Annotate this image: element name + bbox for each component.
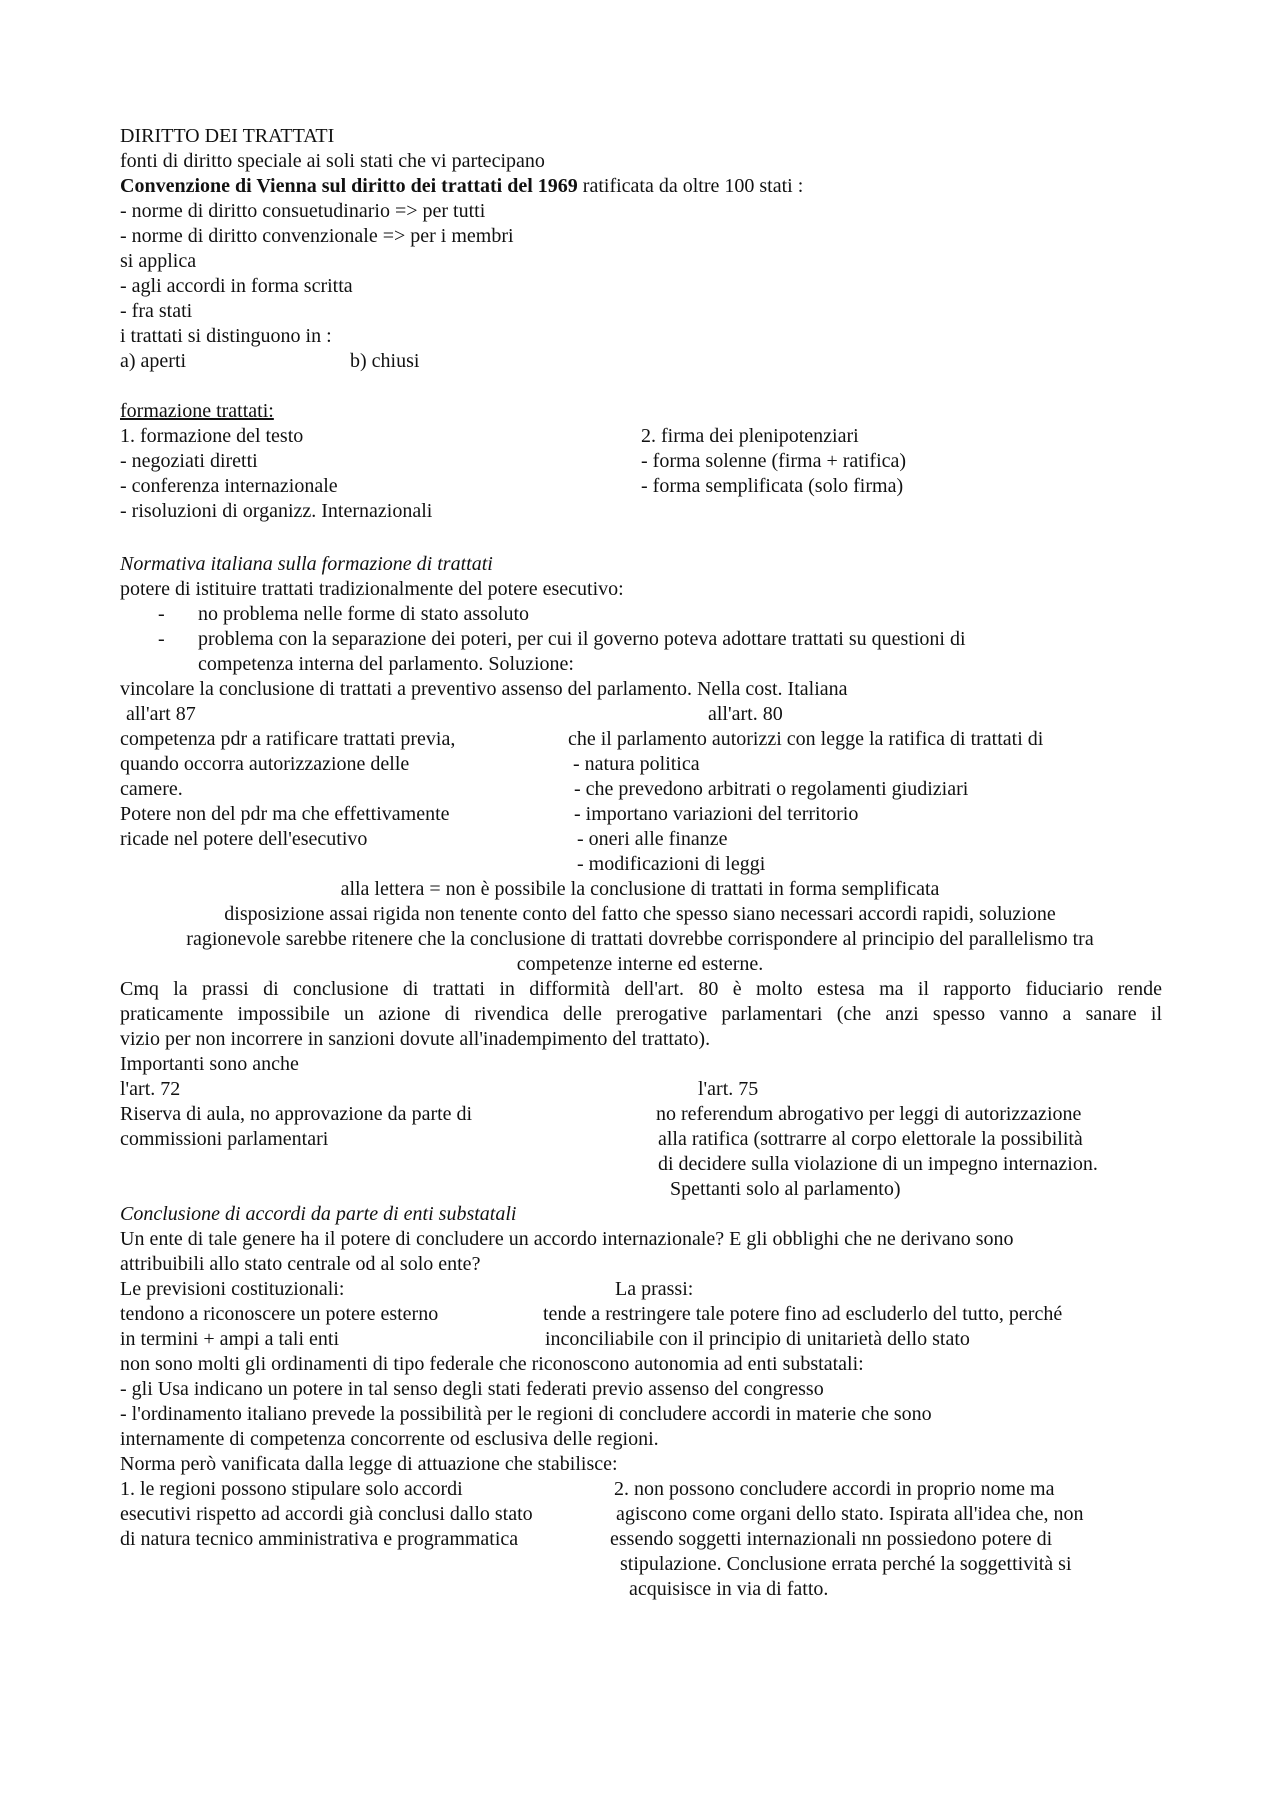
formation-left-line: - conferenza internazionale <box>120 475 338 497</box>
regions-left-line: 1. le regioni possono stipulare solo accordi <box>120 1478 463 1500</box>
convention-bold: Convenzione di Vienna sul diritto dei trattati del 1969 <box>120 175 578 197</box>
regions-right-line: essendo soggetti internazionali nn possiedono potere di <box>610 1528 1053 1550</box>
document-title: DIRITTO DEI TRATTATI <box>120 125 335 147</box>
formation-left-line: 1. formazione del testo <box>120 425 304 447</box>
art87-label: all'art 87 <box>126 703 196 725</box>
norm-line: - norme di diritto consuetudinario => per tutti <box>120 200 486 222</box>
regions-right-line: stipulazione. Conclusione errata perché la soggettività si <box>620 1553 1072 1575</box>
centered-line: competenze interne ed esterne. <box>516 953 764 975</box>
art80-line: - modificazioni di leggi <box>577 853 766 875</box>
formation-heading: formazione trattati: <box>120 400 274 422</box>
intro-line: fonti di diritto speciale ai soli stati che vi partecipano <box>120 150 545 172</box>
art72-label: l'art. 72 <box>120 1078 181 1100</box>
applies-line: si applica <box>120 250 197 272</box>
closed-treaties: b) chiusi <box>350 350 420 372</box>
prassi-line: inconciliabile con il principio di unitarietà dello stato <box>545 1328 970 1350</box>
art87-line: Potere non del pdr ma che effettivamente <box>120 803 450 825</box>
art75-line: alla ratifica (sottrarre al corpo elettorale la possibilità <box>658 1128 1083 1150</box>
bullet-item: problema con la separazione dei poteri, per cui il governo poteva adottare trattati su questioni di <box>198 628 966 650</box>
art80-line: - importano variazioni del territorio <box>574 803 859 825</box>
art75-line: di decidere sulla violazione di un impegno internazion. <box>658 1153 1098 1175</box>
art87-line: competenza pdr a ratificare trattati previa, <box>120 728 456 750</box>
centered-line: alla lettera = non è possibile la conclusione di trattati in forma semplificata <box>340 878 940 900</box>
art80-line: - che prevedono arbitrati o regolamenti giudiziari <box>574 778 969 800</box>
prassi-label: La prassi: <box>615 1278 694 1300</box>
distinguish-line: i trattati si distinguono in : <box>120 325 332 347</box>
italian-p1: potere di istituire trattati tradizionalmente del potere esecutivo: <box>120 578 624 600</box>
bullet-mark: - <box>158 628 165 650</box>
bullet-item: no problema nelle forme di stato assoluto <box>198 603 530 625</box>
art80-label: all'art. 80 <box>708 703 783 725</box>
regions-left-line: esecutivi rispetto ad accordi già conclusi dallo stato <box>120 1503 533 1525</box>
norm-line: - norme di diritto convenzionale => per i membri <box>120 225 514 247</box>
regions-right-line: 2. non possono concludere accordi in proprio nome ma <box>614 1478 1055 1500</box>
substate-p1: non sono molti gli ordinamenti di tipo federale che riconoscono autonomia ad enti substatali: <box>120 1353 864 1375</box>
substate-p3: - l'ordinamento italiano prevede la possibilità per le regioni di concludere accordi in materie che sono <box>120 1403 932 1425</box>
art80-line: - natura politica <box>573 753 700 775</box>
art80-line: che il parlamento autorizzi con legge la ratifica di trattati di <box>568 728 1044 750</box>
bullet-mark: - <box>158 603 165 625</box>
open-treaties: a) aperti <box>120 350 187 372</box>
justified-line: Cmq la prassi di conclusione di trattati in difformità dell'art. 80 è molto estesa ma il rapporto fiduciario rende <box>120 978 1162 1000</box>
substate-heading: Conclusione di accordi da parte di enti substatali <box>120 1203 517 1225</box>
formation-right-line: 2. firma dei plenipotenziari <box>641 425 859 447</box>
prassi-line: tende a restringere tale potere fino ad escluderlo del tutto, perché <box>543 1303 1063 1325</box>
applies-item: - fra stati <box>120 300 193 322</box>
important-line: Importanti sono anche <box>120 1053 299 1075</box>
regions-right-line: acquisisce in via di fatto. <box>629 1578 829 1600</box>
formation-right-line: - forma solenne (firma + ratifica) <box>641 450 907 472</box>
justified-line: praticamente impossibile un azione di rivendica delle prerogative parlamentari (che anzi spesso vanno a sanare il <box>120 1003 1162 1025</box>
substate-p2: - gli Usa indicano un potere in tal senso degli stati federati previo assenso del congresso <box>120 1378 824 1400</box>
substate-p5: Norma però vanificata dalla legge di attuazione che stabilisce: <box>120 1453 618 1475</box>
art87-line: ricade nel potere dell'esecutivo <box>120 828 368 850</box>
previsioni-line: tendono a riconoscere un potere esterno <box>120 1303 439 1325</box>
previsioni-line: in termini + ampi a tali enti <box>120 1328 340 1350</box>
convention-line <box>120 174 803 198</box>
italian-heading: Normativa italiana sulla formazione di trattati <box>120 553 493 575</box>
applies-item: - agli accordi in forma scritta <box>120 275 353 297</box>
regions-right-line: agiscono come organi dello stato. Ispirata all'idea che, non <box>616 1503 1084 1525</box>
substate-p4: internamente di competenza concorrente od esclusiva delle regioni. <box>120 1428 659 1450</box>
previsioni-label: Le previsioni costituzionali: <box>120 1278 345 1300</box>
formation-left-line: - negoziati diretti <box>120 450 258 472</box>
centered-line: disposizione assai rigida non tenente conto del fatto che spesso siano necessari accordi rapidi, soluzione <box>224 903 1056 925</box>
formation-right-line: - forma semplificata (solo firma) <box>641 475 904 497</box>
formation-left-line: - risoluzioni di organizz. Internazionali <box>120 500 433 522</box>
regions-left-line: di natura tecnico amministrativa e programmatica <box>120 1528 519 1550</box>
art87-line: quando occorra autorizzazione delle <box>120 753 410 775</box>
substate-question: Un ente di tale genere ha il potere di concludere un accordo internazionale? E gli obblighi che ne derivano sono <box>120 1228 1014 1250</box>
centered-line: ragionevole sarebbe ritenere che la conclusione di trattati dovrebbe corrispondere al principio del parallelismo tra <box>186 928 1094 950</box>
italian-p2: vincolare la conclusione di trattati a preventivo assenso del parlamento. Nella cost. Italiana <box>120 678 848 700</box>
substate-question: attribuibili allo stato centrale od al solo ente? <box>120 1253 481 1275</box>
art87-line: camere. <box>120 778 183 800</box>
art75-line: Spettanti solo al parlamento) <box>670 1178 901 1200</box>
art75-label: l'art. 75 <box>698 1078 759 1100</box>
art72-line: commissioni parlamentari <box>120 1128 329 1150</box>
paragraph-line: vizio per non incorrere in sanzioni dovute all'inadempimento del trattato). <box>120 1028 711 1050</box>
convention-rest: ratificata da oltre 100 stati : <box>577 175 804 197</box>
art72-line: Riserva di aula, no approvazione da parte di <box>120 1103 473 1125</box>
art75-line: no referendum abrogativo per leggi di autorizzazione <box>656 1103 1082 1125</box>
art80-line: - oneri alle finanze <box>577 828 728 850</box>
bullet-item-cont: competenza interna del parlamento. Soluzione: <box>198 653 574 675</box>
